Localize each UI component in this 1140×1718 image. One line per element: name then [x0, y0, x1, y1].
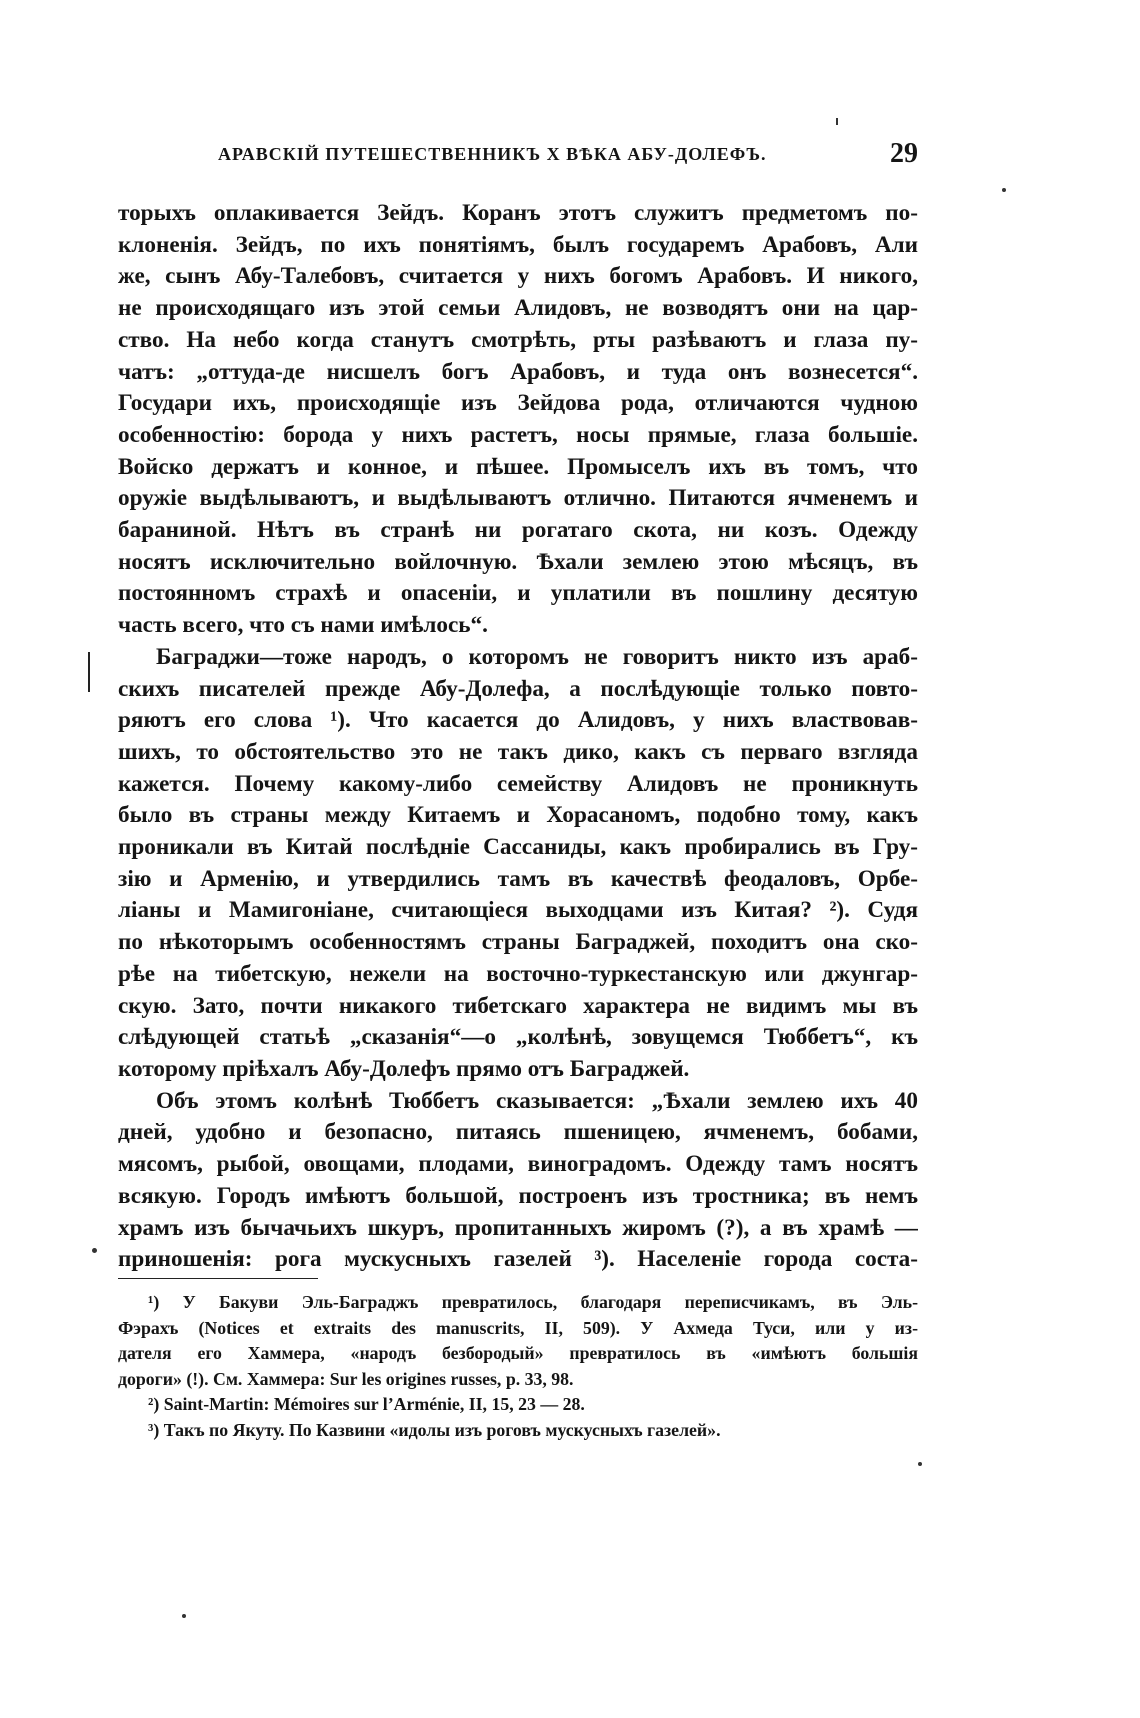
paragraph-start-line: Баграджи—тоже народъ, о которомъ не говоритъ никто изъ араб- [156, 643, 918, 670]
text-line: особенностію: борода у нихъ растетъ, носы прямые, глаза большіе. [118, 421, 918, 448]
footnote-line: ¹) У Бакуви Эль-Баграджъ превратилось, благодаря переписчикамъ, въ Эль- [148, 1292, 918, 1312]
text-line: не происходящаго изъ этой семьи Алидовъ, не возводятъ они на цар- [118, 295, 918, 322]
scan-speck [92, 1248, 97, 1253]
scan-speck [918, 1462, 922, 1466]
text-line: постоянномъ страхѣ и опасеніи, и уплатили въ пошлину десятую [118, 580, 918, 607]
text-line: слѣдующей статьѣ „сказанія“—о „колѣнѣ, зовущемся Тюббетъ“, къ [118, 1024, 918, 1051]
text-line: мясомъ, рыбой, овощами, плодами, виноградомъ. Одежду тамъ носятъ [118, 1151, 918, 1178]
text-line: которому пріѣхалъ Абу-Долефъ прямо отъ Баграджей. [118, 1055, 690, 1082]
page-number: 29 [890, 138, 918, 169]
text-line: по нѣкоторымъ особенностямъ страны Баграджей, походитъ она ско- [118, 929, 918, 956]
text-line: часть всего, что съ нами имѣлось“. [118, 612, 488, 639]
footnote-divider [118, 1278, 318, 1279]
text-line: оружіе выдѣлываютъ, и выдѣлываютъ отлично. Питаются ячменемъ и [118, 485, 918, 512]
scan-speck [1002, 188, 1006, 192]
text-line: ство. На небо когда станутъ смотрѣть, рты разѣваютъ и глаза пу- [118, 326, 918, 353]
text-line: всякую. Городъ имѣютъ большой, построенъ изъ тростника; въ немъ [118, 1182, 918, 1209]
text-line: дней, удобно и безопасно, питаясь пшеницею, ячменемъ, бобами, [118, 1119, 918, 1146]
text-line: кажется. Почему какому-либо семейству Алидовъ не проникнуть [118, 770, 918, 797]
text-line: бараниной. Нѣтъ въ странѣ ни рогатаго скота, ни козъ. Одежду [118, 517, 918, 544]
text-line: ряютъ его слова ¹). Что касается до Алидовъ, у нихъ властвовав- [118, 707, 918, 734]
footnote-line: Фэрахъ (Notices et extraits des manuscrits, II, 509). У Ахмеда Туси, или у из- [118, 1317, 918, 1338]
text-line: проникали въ Китай послѣдніе Сассаниды, какъ пробирались въ Гру- [118, 834, 918, 861]
footnotes [118, 1290, 918, 1443]
text-line: приношенія: рога мускусныхъ газелей ³). Населеніе города соста- [118, 1246, 918, 1273]
text-line: рѣе на тибетскую, нежели на восточно-туркестанскую или джунгар- [118, 960, 918, 987]
page-header [118, 138, 918, 178]
footnote-line: ²) Saint-Martin: Mémoires sur l’Arménie, II, 15, 23 — 28. [148, 1394, 585, 1414]
footnote-line: ³) Такъ по Якуту. По Казвини «идолы изъ роговъ мускусныхъ газелей». [148, 1419, 721, 1440]
running-title: АРАВСКІЙ ПУТЕШЕСТВЕННИКЪ X ВѢКА АБУ-ДОЛЕФЪ. [218, 144, 767, 164]
text-line: чатъ: „оттуда-де нисшелъ богъ Арабовъ, и туда онъ вознесется“. [118, 358, 918, 385]
margin-mark [88, 652, 90, 692]
scan-speck [182, 1614, 186, 1618]
text-line: клоненія. Зейдъ, по ихъ понятіямъ, былъ государемъ Арабовъ, Али [118, 231, 918, 258]
text-line: скихъ писателей прежде Абу-Долефа, а послѣдующіе только повто- [118, 675, 918, 702]
text-line: храмъ изъ бычачьихъ шкуръ, пропитанныхъ жиромъ (?), а въ храмѣ — [118, 1214, 918, 1241]
footnote-line: дороги» (!). См. Хаммера: Sur les origines russes, p. 33, 98. [118, 1368, 574, 1389]
body-text [118, 198, 918, 1276]
text-line: Государи ихъ, происходящіе изъ Зейдова рода, отличаются чудною [118, 390, 918, 417]
paragraph-start-line: Объ этомъ колѣнѣ Тюббетъ сказывается: „Ѣхали землею ихъ 40 [156, 1087, 918, 1114]
scan-speck [836, 118, 838, 125]
text-line: зію и Арменію, и утвердились тамъ въ качествѣ феодаловъ, Орбе- [118, 865, 918, 892]
text-line: носятъ исключительно войлочную. Ѣхали землею этою мѣсяцъ, въ [118, 548, 918, 575]
text-line: скую. Зато, почти никакого тибетскаго характера не видимъ мы въ [118, 992, 918, 1019]
text-line: Войско держатъ и конное, и пѣшее. Промыселъ ихъ въ томъ, что [118, 453, 918, 480]
text-line: было въ страны между Китаемъ и Хорасаномъ, подобно тому, какъ [118, 802, 918, 829]
text-line: торыхъ оплакивается Зейдъ. Коранъ этотъ служитъ предметомъ по- [118, 200, 918, 226]
footnote-line: дателя его Хаммера, «народъ безбородый» превратилось въ «имѣютъ большія [118, 1343, 918, 1363]
text-line: же, сынъ Абу-Талебовъ, считается у нихъ богомъ Арабовъ. И никого, [118, 263, 918, 290]
text-line: ліаны и Мамигоніане, считающіеся выходцами изъ Китая? ²). Судя [118, 897, 918, 924]
text-line: шихъ, то обстоятельство это не такъ дико, какъ съ перваго взгляда [118, 738, 918, 765]
